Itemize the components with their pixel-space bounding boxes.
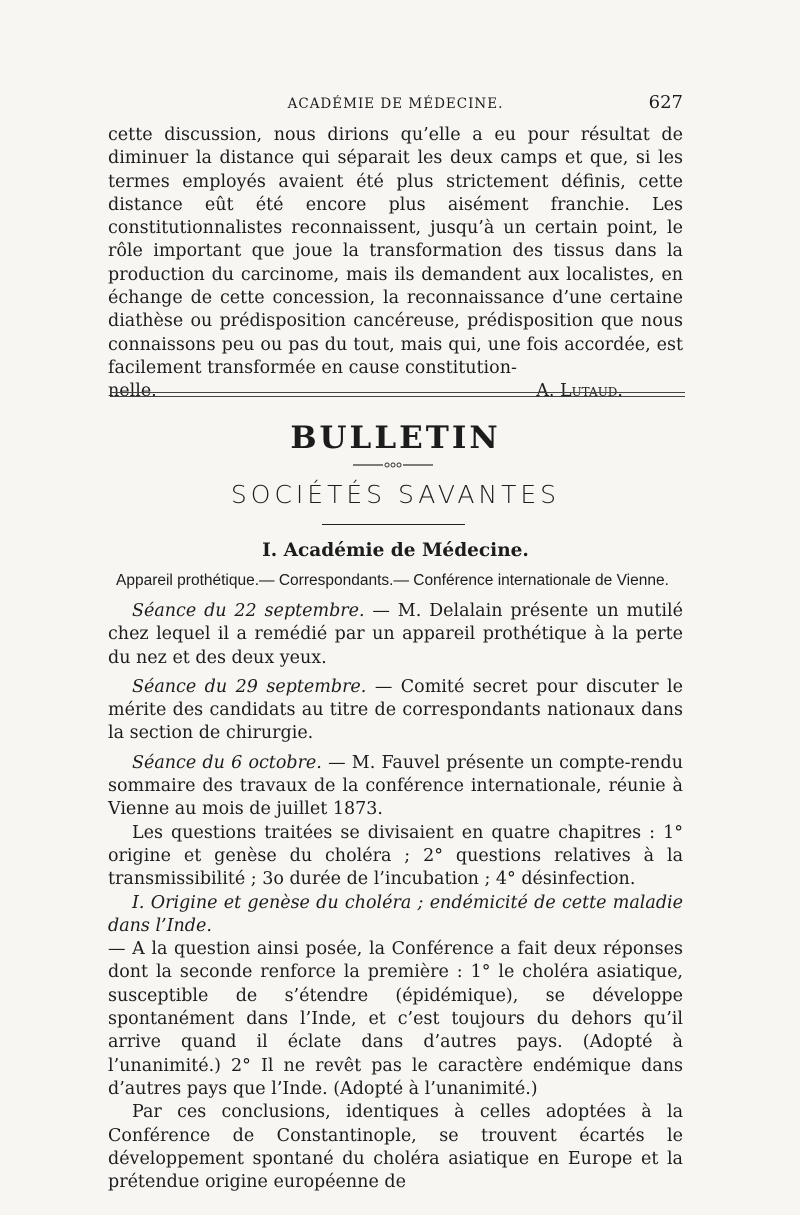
running-title: ACADÉMIE DE MÉDECINE. bbox=[287, 96, 504, 112]
conclusion-paragraph: Par ces conclusions, identiques à celles adoptées à la Conférence de Constantinople, se trouvent écartés le développement spontané du choléra asiatique en Europe et la prétendue origine européenne de bbox=[108, 1102, 683, 1193]
part1-text: — A la question ainsi posée, la Conférence a fait deux réponses dont la seconde renforce la première : 1° le choléra asiatique, susceptible de s’étendre (épidémique), se développe spontanément dans l’Inde, et c’est toujours du dehors qu’il arrive quand il éclate dans d’autres pays. (Adopté à l’unanimité.) 2° Il ne revêt pas le caractère endémique dans d’autres pays que l’Inde. (Adopté à l’unanimité.) bbox=[108, 939, 683, 1099]
page-header bbox=[108, 92, 683, 116]
ornament-divider bbox=[353, 462, 433, 468]
short-rule-divider bbox=[322, 524, 465, 525]
paragraph-continuation bbox=[108, 124, 683, 404]
section-summary: Appareil prothétique.— Correspondants.— Conférence internationale de Vienne. bbox=[116, 572, 669, 589]
author-signature: A. Lutaud. bbox=[536, 381, 623, 402]
part1-heading: I. Origine et genèse du choléra ; endémicité de cette maladie dans l’Inde. bbox=[108, 892, 683, 936]
seance-text: — Comité secret pour discuter le mérite des candidats au titre de correspondants nationaux dans la section de chirurgie. bbox=[108, 676, 683, 744]
section-heading: I. Académie de Médecine. bbox=[262, 540, 529, 561]
part1-paragraph bbox=[108, 892, 683, 1102]
bulletin-title: BULLETIN bbox=[290, 420, 501, 456]
paragraph-last-word: nelle. bbox=[108, 381, 157, 402]
section-body bbox=[108, 600, 683, 1194]
seance-paragraph bbox=[108, 752, 683, 822]
seance-text: — M. Delalain présente un mutilé chez lequel il a remédié par un appareil prothétique à la perte du nez et des deux yeux. bbox=[108, 601, 683, 668]
seance-date: Séance du 22 septembre. bbox=[132, 601, 365, 621]
seance-date: Séance du 29 septembre. bbox=[132, 676, 367, 697]
paragraph-text: cette discussion, nous dirions qu’elle a eu pour résultat de diminuer la distance qui séparait les deux camps et que, si les termes employés avaient été plus strictement définis, cette distance eût été encore plus aisément franchie. Les constitutionnalistes reconnaissent, jusqu’à un certain point, le rôle important que joue la transformation des tissus dans la production du carcinome, mais ils demandent aux localistes, en échange de cette concession, la reconnaissance d’une certaine diathèse ou prédisposition cancéreuse, prédisposition que nous connaissons peu ou pas du tout, mais qui, une fois accordée, est facilement transformée en cause constitution- bbox=[108, 125, 683, 378]
double-rule-divider bbox=[110, 392, 685, 397]
seance-paragraph bbox=[108, 600, 683, 670]
questions-paragraph: Les questions traitées se divisaient en quatre chapitres : 1° origine et genèse du choléra ; 2° questions relatives à la transmissibilité ; 3o durée de l’incubation ; 4° désinfection. bbox=[108, 822, 683, 890]
seance-date: Séance du 6 octobre. bbox=[132, 752, 322, 773]
seance-text: — M. Fauvel présente un compte-rendu sommaire des travaux de la conférence internationale, réunie à Vienne au mois de juillet 1873. bbox=[108, 752, 683, 820]
societes-title: SOCIÉTÉS SAVANTES bbox=[230, 480, 561, 509]
page-number: 627 bbox=[648, 92, 683, 113]
seance-paragraph bbox=[108, 676, 683, 746]
